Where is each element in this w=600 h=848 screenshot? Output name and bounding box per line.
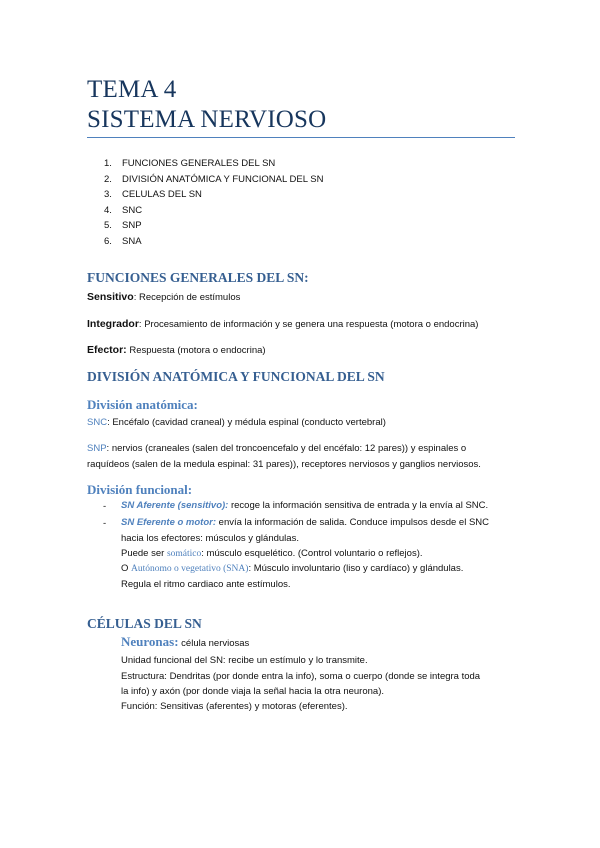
table-of-contents xyxy=(104,156,323,249)
bullet-dash: - xyxy=(103,501,107,512)
neuronas-heading: Neuronas: célula nerviosas xyxy=(121,634,250,649)
paragraph-efector: Efector: Respuesta (motora o endocrina) xyxy=(87,344,266,356)
toc-item: 3. CELULAS DEL SN xyxy=(104,189,202,200)
bullet-autonomo: O Autónomo o vegetativo (SNA): Músculo involuntario (liso y cardíaco) y glándulas. xyxy=(121,563,464,574)
bullet-dash: - xyxy=(103,518,107,529)
celulas-line4: Función: Sensitivas (aferentes) y motoras (eferentes). xyxy=(121,701,348,712)
section-heading-funciones: FUNCIONES GENERALES DEL SN: xyxy=(87,270,309,285)
bullet-eferente-line2: hacia los efectores: músculos y glándulas. xyxy=(121,533,299,544)
toc-item: 4. SNC xyxy=(104,204,143,216)
bullet-autonomo-line2: Regula el ritmo cardiaco ante estímulos. xyxy=(121,579,291,590)
paragraph-snp-line2: raquídeos (salen de la medula espinal: 31 pares)), receptores nerviosos y ganglios nerviosos. xyxy=(87,459,481,470)
paragraph-sensitivo: Sensitivo: Recepción de estímulos xyxy=(87,291,241,303)
paragraph-integrador: Integrador: Procesamiento de información y se genera una respuesta (motora o endocrina) xyxy=(87,318,479,330)
toc-item: 5. SNP xyxy=(104,220,142,231)
bullet-aferente: SN Aferente (sensitivo): recoge la información sensitiva de entrada y la envía al SNC. xyxy=(121,500,489,511)
document-title-line1: TEMA 4 xyxy=(87,76,177,103)
celulas-line3: la info) y axón (por donde viaja la señal hacia la otra neurona). xyxy=(121,686,384,697)
bullet-eferente-line1: SN Eferente o motor: envía la información de salida. Conduce impulsos desde el SNC xyxy=(121,517,490,528)
toc-item: 2. DIVISIÓN ANATÓMICA Y FUNCIONAL DEL SN xyxy=(104,173,324,185)
toc-item: 6. SNA xyxy=(104,235,142,247)
bullet-somatico: Puede ser somático: músculo esquelético. (Control voluntario o reflejos). xyxy=(121,548,423,559)
document-title-line2: SISTEMA NERVIOSO xyxy=(87,106,327,133)
paragraph-snc: SNC: Encéfalo (cavidad craneal) y médula espinal (conducto vertebral) xyxy=(87,417,386,428)
section-heading-celulas: CÉLULAS DEL SN xyxy=(87,616,202,631)
celulas-line1: Unidad funcional del SN: recibe un estímulo y lo transmite. xyxy=(121,655,368,666)
celulas-line2: Estructura: Dendritas (por donde entra la info), soma o cuerpo (donde se integra toda xyxy=(121,671,481,682)
section-heading-division: DIVISIÓN ANATÓMICA Y FUNCIONAL DEL SN xyxy=(87,369,385,384)
toc-item: 1. FUNCIONES GENERALES DEL SN xyxy=(104,158,276,169)
subheading-anatomica: División anatómica: xyxy=(87,397,198,412)
paragraph-snp-line1: SNP: nervios (craneales (salen del troncoencefalo y del encéfalo: 12 pares)) y espinales o xyxy=(87,443,467,454)
title-underline xyxy=(87,137,515,138)
subheading-funcional: División funcional: xyxy=(87,482,193,497)
